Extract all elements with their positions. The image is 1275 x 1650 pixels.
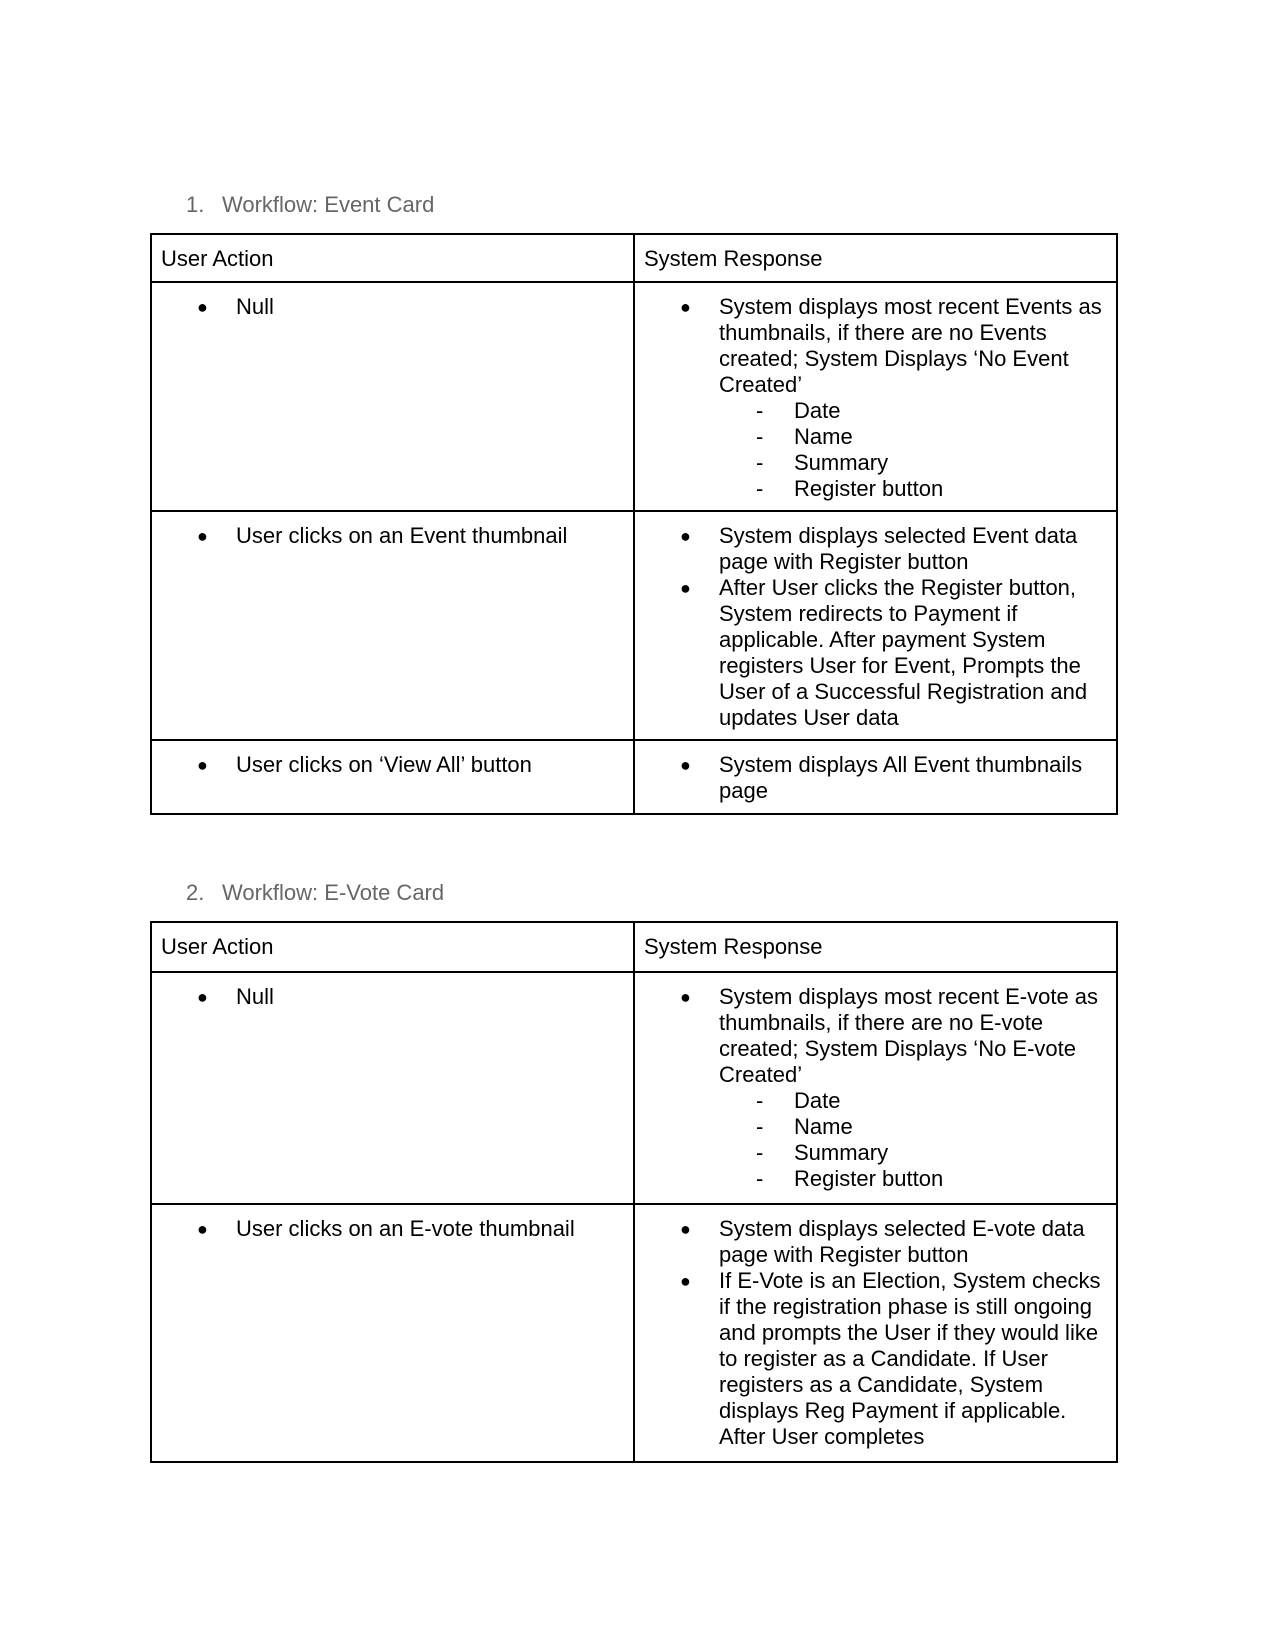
table-row — [151, 972, 1117, 1204]
table-header-row — [151, 234, 1117, 282]
sub-list-item: - Date — [719, 1088, 1107, 1114]
list-item: ● System displays selected E-vote data page with Register button — [644, 1216, 1107, 1268]
header-user-action: User Action — [151, 922, 634, 972]
user-action-cell — [151, 511, 634, 740]
user-action-cell — [151, 1204, 634, 1462]
sub-list-item: - Register button — [719, 476, 1107, 502]
list-item: ● After User clicks the Register button, System redirects to Payment if applicable. After payment System registers User for Event, Prompts the User of a Successful Registration and updates User data — [644, 575, 1107, 731]
user-action-cell — [151, 972, 634, 1204]
workflow-table — [150, 233, 1118, 815]
list-item — [644, 984, 1107, 1192]
list-item-text: System displays most recent E-vote as thumbnails, if there are no E-vote created; System Displays ‘No E-vote Created’ — [719, 984, 1099, 1087]
list-item: ● Null — [161, 294, 624, 320]
list-item: ● System displays selected Event data page with Register button — [644, 523, 1107, 575]
table-row — [151, 511, 1117, 740]
heading-title: Workflow: E-Vote Card — [222, 880, 445, 905]
list-item — [644, 294, 1107, 502]
system-response-cell — [634, 972, 1117, 1204]
table-row — [151, 1204, 1117, 1462]
heading-number: 2. — [186, 880, 205, 905]
section-heading — [186, 192, 434, 218]
user-action-cell — [151, 282, 634, 511]
list-item: ● If E-Vote is an Election, System checks if the registration phase is still ongoing and prompts the User if they would like to register as a Candidate. If User registers as a Candidate, System displays Reg Payment if applicable. After User completes — [644, 1268, 1107, 1450]
system-response-cell — [634, 1204, 1117, 1462]
list-item: ● Null — [161, 984, 624, 1010]
system-response-cell — [634, 740, 1117, 814]
workflow-table — [150, 921, 1118, 1463]
header-system-response: System Response — [634, 922, 1117, 972]
sub-list-item: - Summary — [719, 450, 1107, 476]
system-response-cell — [634, 282, 1117, 511]
table-header-row — [151, 922, 1117, 972]
table-row — [151, 282, 1117, 511]
heading-title: Workflow: Event Card — [222, 192, 435, 217]
header-system-response: System Response — [634, 234, 1117, 282]
heading-number: 1. — [186, 192, 205, 217]
system-response-cell — [634, 511, 1117, 740]
sub-list-item: - Date — [719, 398, 1107, 424]
sub-list-item: - Name — [719, 424, 1107, 450]
list-item: ● System displays All Event thumbnails page — [644, 752, 1107, 804]
header-user-action: User Action — [151, 234, 634, 282]
list-item-text: System displays most recent Events as thumbnails, if there are no Events created; System Displays ‘No Event Created’ — [719, 294, 1102, 397]
table-row — [151, 740, 1117, 814]
sub-list-item: - Name — [719, 1114, 1107, 1140]
user-action-cell — [151, 740, 634, 814]
sub-list-item: - Summary — [719, 1140, 1107, 1166]
list-item: ● User clicks on an Event thumbnail — [161, 523, 624, 549]
list-item: ● User clicks on an E-vote thumbnail — [161, 1216, 624, 1242]
list-item: ● User clicks on ‘View All’ button — [161, 752, 624, 778]
sub-list-item: - Register button — [719, 1166, 1107, 1192]
section-heading — [186, 880, 444, 906]
